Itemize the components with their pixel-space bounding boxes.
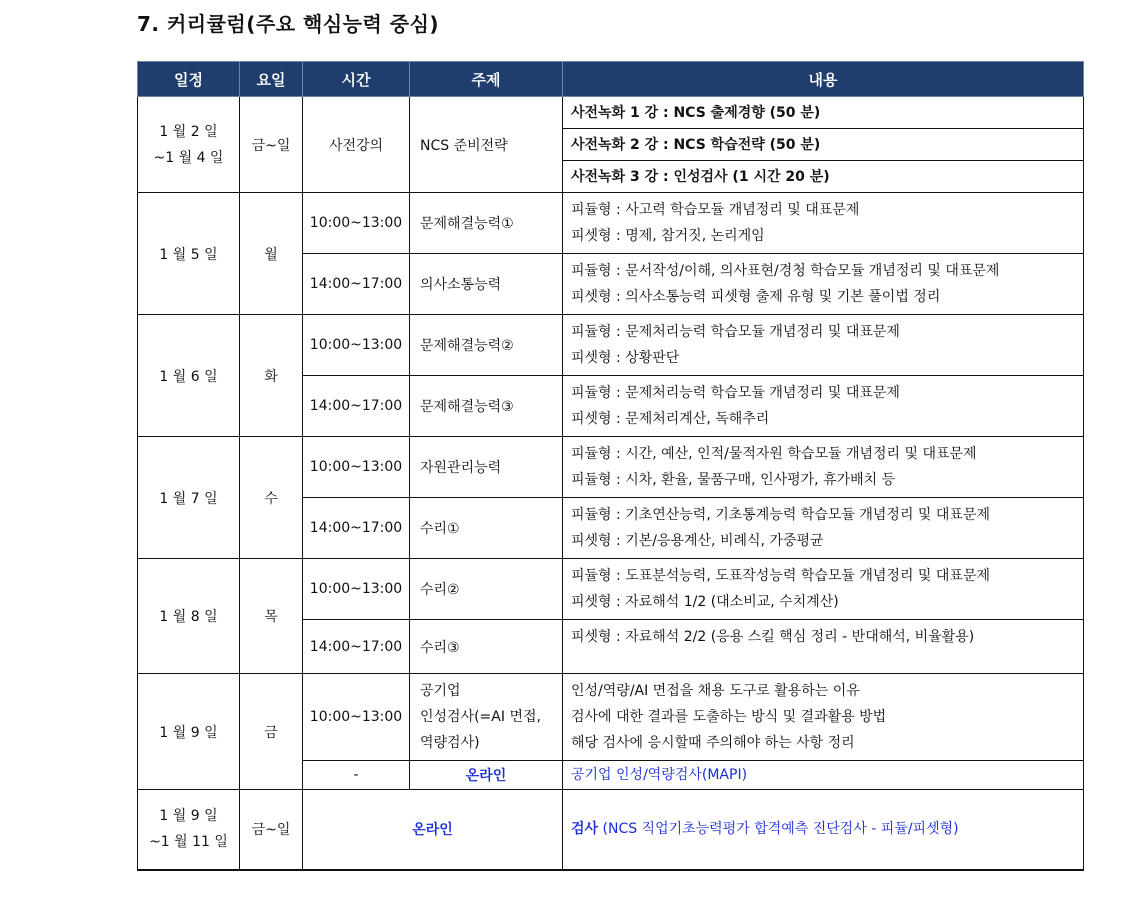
topic-cell: 문제해결능력③ [410, 376, 563, 437]
content-cell [563, 674, 1084, 761]
content-cell: 사전녹화 3 강 : 인성검사 (1 시간 20 분) [563, 161, 1084, 193]
content-line: 피듈형 : 시차, 환율, 물품구매, 인사평가, 휴가배치 등 [571, 472, 896, 488]
online-content: 공기업 인성/역량검사(MAPI) [563, 761, 1084, 790]
topic-cell: 문제해결능력① [410, 193, 563, 254]
content-cell [563, 790, 1084, 870]
topic-cell: 수리③ [410, 620, 563, 674]
weekday-cell: 금~일 [240, 790, 303, 870]
time-cell: 14:00~17:00 [303, 498, 410, 559]
content-line: 피셋형 : 의사소통능력 피셋형 출제 유형 및 기본 풀이법 정리 [571, 289, 941, 305]
content-cell [563, 559, 1084, 620]
time-cell: - [303, 761, 410, 790]
topic-line: 역량검사) [420, 735, 480, 751]
content-line: 검사에 대한 결과를 도출하는 방식 및 결과활용 방법 [571, 709, 887, 725]
time-cell: 10:00~13:00 [303, 193, 410, 254]
table-row [138, 193, 1084, 254]
date-cell [138, 790, 240, 870]
content-line: 피듈형 : 문서작성/이해, 의사표현/경청 학습모듈 개념정리 및 대표문제 [571, 263, 1000, 279]
topic-cell: 수리① [410, 498, 563, 559]
header-content: 내용 [563, 62, 1084, 97]
time-cell: 14:00~17:00 [303, 254, 410, 315]
content-cell [563, 315, 1084, 376]
weekday-cell: 수 [240, 437, 303, 559]
table-row [138, 97, 1084, 129]
table-row [138, 437, 1084, 498]
date-line: ~1 월 4 일 [153, 149, 224, 166]
date-cell: 1 월 7 일 [138, 437, 240, 559]
weekday-cell: 화 [240, 315, 303, 437]
content-cell [563, 254, 1084, 315]
content-line: 피듈형 : 사고력 학습모듈 개념정리 및 대표문제 [571, 202, 860, 218]
date-line: ~1 월 11 일 [149, 834, 228, 851]
header-weekday: 요일 [240, 62, 303, 97]
topic-cell: 의사소통능력 [410, 254, 563, 315]
date-cell: 1 월 8 일 [138, 559, 240, 674]
weekday-cell: 금~일 [240, 97, 303, 193]
content-cell [563, 193, 1084, 254]
content-line: 피셋형 : 자료해석 2/2 (응용 스킬 핵심 정리 - 반대해석, 비율활용) [571, 629, 975, 645]
date-line: 1 월 2 일 [159, 123, 218, 140]
content-cell [563, 498, 1084, 559]
content-line: 피셋형 : 명제, 참거짓, 논리게임 [571, 228, 765, 244]
date-cell: 1 월 5 일 [138, 193, 240, 315]
content-line: 피셋형 : 문제처리계산, 독해추리 [571, 411, 770, 427]
content-line: 피듈형 : 시간, 예산, 인적/물적자원 학습모듈 개념정리 및 대표문제 [571, 446, 977, 462]
time-cell: 10:00~13:00 [303, 674, 410, 761]
content-cell: 사전녹화 2 강 : NCS 학습전략 (50 분) [563, 129, 1084, 161]
date-cell: 1 월 6 일 [138, 315, 240, 437]
page-title: 7. 커리큘럼(주요 핵심능력 중심) [137, 12, 440, 36]
topic-cell: NCS 준비전략 [410, 97, 563, 193]
content-line: 피셋형 : 기본/응용계산, 비례식, 가중평균 [571, 533, 824, 549]
topic-line: 공기업 [420, 683, 461, 699]
content-cell: 사전녹화 1 강 : NCS 출제경향 (50 분) [563, 97, 1084, 129]
content-line: 피듈형 : 도표분석능력, 도표작성능력 학습모듈 개념정리 및 대표문제 [571, 568, 990, 584]
topic-cell: 자원관리능력 [410, 437, 563, 498]
online-label: 온라인 [410, 761, 563, 790]
weekday-cell: 목 [240, 559, 303, 674]
content-line: 피듈형 : 문제처리능력 학습모듈 개념정리 및 대표문제 [571, 385, 900, 401]
table-row [138, 315, 1084, 376]
time-cell: 14:00~17:00 [303, 376, 410, 437]
content-cell [563, 376, 1084, 437]
weekday-cell: 금 [240, 674, 303, 790]
topic-cell [410, 674, 563, 761]
content-rest: (NCS 직업기초능력평가 합격예측 진단검사 - 피듈/피셋형) [598, 821, 959, 838]
date-line: 1 월 9 일 [159, 808, 218, 825]
curriculum-table [137, 61, 1084, 871]
content-line: 피듈형 : 문제처리능력 학습모듈 개념정리 및 대표문제 [571, 324, 900, 340]
time-cell: 10:00~13:00 [303, 559, 410, 620]
header-schedule: 일정 [138, 62, 240, 97]
date-cell: 1 월 9 일 [138, 674, 240, 790]
content-line: 인성/역량/AI 면접을 채용 도구로 활용하는 이유 [571, 683, 860, 699]
content-line: 피셋형 : 상황판단 [571, 350, 680, 366]
table-row [138, 559, 1084, 620]
content-bold: 검사 [571, 821, 599, 838]
content-line: 해당 검사에 응시할때 주의해야 하는 사항 정리 [571, 735, 855, 751]
table-row [138, 674, 1084, 761]
weekday-cell: 월 [240, 193, 303, 315]
date-cell [138, 97, 240, 193]
time-cell: 10:00~13:00 [303, 315, 410, 376]
topic-cell: 문제해결능력② [410, 315, 563, 376]
content-line: 피듈형 : 기초연산능력, 기초통계능력 학습모듈 개념정리 및 대표문제 [571, 507, 990, 523]
online-label: 온라인 [303, 790, 563, 870]
header-time: 시간 [303, 62, 410, 97]
table-row [138, 790, 1084, 870]
time-cell: 사전강의 [303, 97, 410, 193]
topic-cell: 수리② [410, 559, 563, 620]
header-topic: 주제 [410, 62, 563, 97]
content-cell [563, 620, 1084, 674]
table-header-row [138, 62, 1084, 97]
content-cell [563, 437, 1084, 498]
content-line: 피셋형 : 자료해석 1/2 (대소비교, 수치계산) [571, 594, 839, 610]
topic-line: 인성검사(=AI 면접, [420, 709, 541, 725]
time-cell: 14:00~17:00 [303, 620, 410, 674]
time-cell: 10:00~13:00 [303, 437, 410, 498]
